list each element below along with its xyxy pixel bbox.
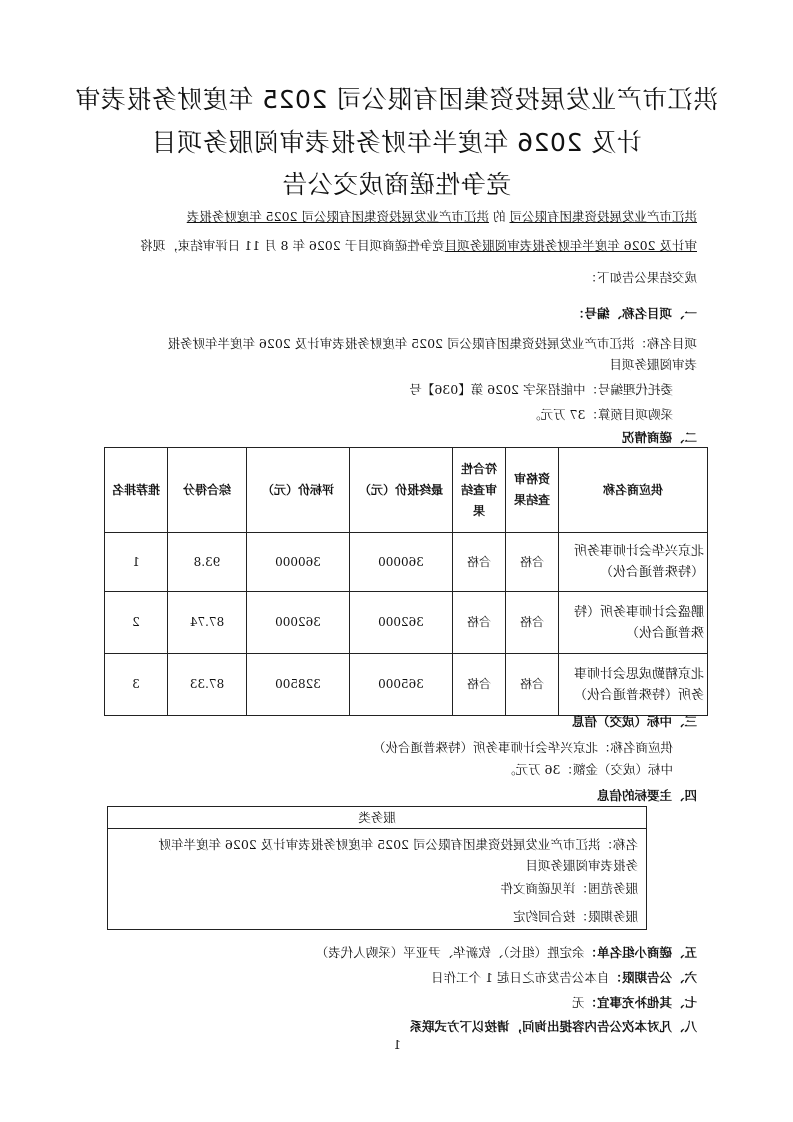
winning-supplier: 供应商名称：北京兴华会计师事务所（特殊普通合伙） xyxy=(372,740,673,755)
intro-of: 的 xyxy=(492,209,506,224)
section3-heading: 三、中标（成交）信息 xyxy=(571,714,697,729)
header-rank: 推荐排名 xyxy=(105,448,168,533)
section2-heading: 二、磋商情况 xyxy=(621,430,697,445)
section6-line xyxy=(431,968,697,986)
section6-label: 六、公告期限： xyxy=(609,970,697,985)
cell-rank: 2 xyxy=(105,592,168,654)
section5-line xyxy=(316,943,697,961)
intro-line-1 xyxy=(187,207,697,225)
cell-rank: 3 xyxy=(105,654,168,716)
cell-qualification: 合格 xyxy=(506,533,559,592)
title-line-2: 计及 2026 年度半年财务报表审阅服务项目 xyxy=(151,128,642,157)
header-score: 综合得分 xyxy=(168,448,247,533)
header-final-price: 最终报价（元） xyxy=(350,448,453,533)
section6-value: 自本公告发布之日起 1 个工作日 xyxy=(431,970,610,985)
title-line-3: 竞争性磋商成交公告 xyxy=(281,170,512,199)
section7-line xyxy=(572,993,697,1011)
project-name-line1: 项目名称：洪江市产业发展投资集团有限公司 2025 年度财务报表审计及 2026 年度半年财务报 xyxy=(167,336,697,351)
table-header-row xyxy=(105,448,708,533)
section7-value: 无 xyxy=(571,995,585,1010)
cell-compliance: 合格 xyxy=(453,654,506,716)
table-row xyxy=(105,533,708,592)
intro-line-3: 成交结果公告如下： xyxy=(584,270,697,285)
header-qualification: 资格审查结果 xyxy=(506,448,559,533)
header-eval-price: 评标价（元） xyxy=(247,448,350,533)
cell-supplier: 鹏盛会计师事务所（特殊普通合伙） xyxy=(559,592,708,654)
cell-supplier: 北京精勤成思会计师事务所（特殊普通合伙） xyxy=(559,654,708,716)
winning-amount: 中标（成交）金额：36 万元。 xyxy=(503,762,673,777)
section1-heading: 一、项目名称、编号： xyxy=(571,306,697,321)
cell-compliance: 合格 xyxy=(453,592,506,654)
section5-value: 余定胜（组长）、钦新华、尹亚平（采购人代表） xyxy=(315,945,585,960)
title-line-1: 洪江市产业发展投资集团有限公司 2025 年度财务报表审 xyxy=(74,85,719,114)
section8-heading: 八、凡对本次公告内容提出询问，请按以下方式联系 xyxy=(409,1019,697,1034)
cell-compliance: 合格 xyxy=(453,533,506,592)
intro-rest: 竞争性磋商项目于 2026 年 8 月 11 日评审结束，现将 xyxy=(140,238,445,253)
cell-qualification: 合格 xyxy=(506,592,559,654)
service-scope: 服务范围：详见磋商文件 xyxy=(500,881,638,896)
cell-eval-price: 362000 xyxy=(247,592,350,654)
project-name-line2: 表审阅服务项目 xyxy=(609,357,697,372)
cell-qualification: 合格 xyxy=(506,654,559,716)
header-supplier: 供应商名称 xyxy=(559,448,708,533)
project-name-part2: 审计及 2026 年度半年财务报表审阅服务项目 xyxy=(444,238,697,253)
table-row xyxy=(105,654,708,716)
cell-score: 87.33 xyxy=(168,654,247,716)
page-number: 1 xyxy=(393,1038,401,1052)
agency-number: 委托代理编号：中能招采字 2026 第【036】号 xyxy=(409,382,673,397)
project-budget: 采购项目预算：37 万元。 xyxy=(528,407,673,422)
section4-heading: 四、主要标的信息 xyxy=(596,788,697,803)
service-name-line2: 务报表审阅服务项目 xyxy=(525,858,638,873)
section5-label: 五、磋商小组名单： xyxy=(584,945,697,960)
header-compliance: 符合性审查结果 xyxy=(453,448,506,533)
intro-line-2 xyxy=(140,236,697,254)
cell-final-price: 360000 xyxy=(350,533,453,592)
table-row xyxy=(105,592,708,654)
service-name-line1: 名称：洪江市产业发展投资集团有限公司 2025 年度财务报表审计及 2026 年度半年财 xyxy=(158,837,638,852)
cell-eval-price: 360000 xyxy=(247,533,350,592)
cell-final-price: 365000 xyxy=(350,654,453,716)
cell-rank: 1 xyxy=(105,533,168,592)
cell-score: 87.74 xyxy=(168,592,247,654)
bid-table xyxy=(104,447,708,716)
cell-supplier: 北京兴华会计师事务所（特殊普通合伙） xyxy=(559,533,708,592)
project-name-part1: 洪江市产业发展投资集团有限公司 2025 年度财务报表 xyxy=(186,209,489,224)
service-box-header: 服务类 xyxy=(108,807,646,829)
service-period: 服务期限：按合同约定 xyxy=(512,909,638,924)
purchaser-name: 洪江市产业发展投资集团有限公司 xyxy=(509,209,697,224)
cell-score: 93.8 xyxy=(168,533,247,592)
section7-label: 七、其他补充事宜： xyxy=(584,995,697,1010)
cell-final-price: 362000 xyxy=(350,592,453,654)
cell-eval-price: 328500 xyxy=(247,654,350,716)
service-info-box xyxy=(107,806,647,930)
